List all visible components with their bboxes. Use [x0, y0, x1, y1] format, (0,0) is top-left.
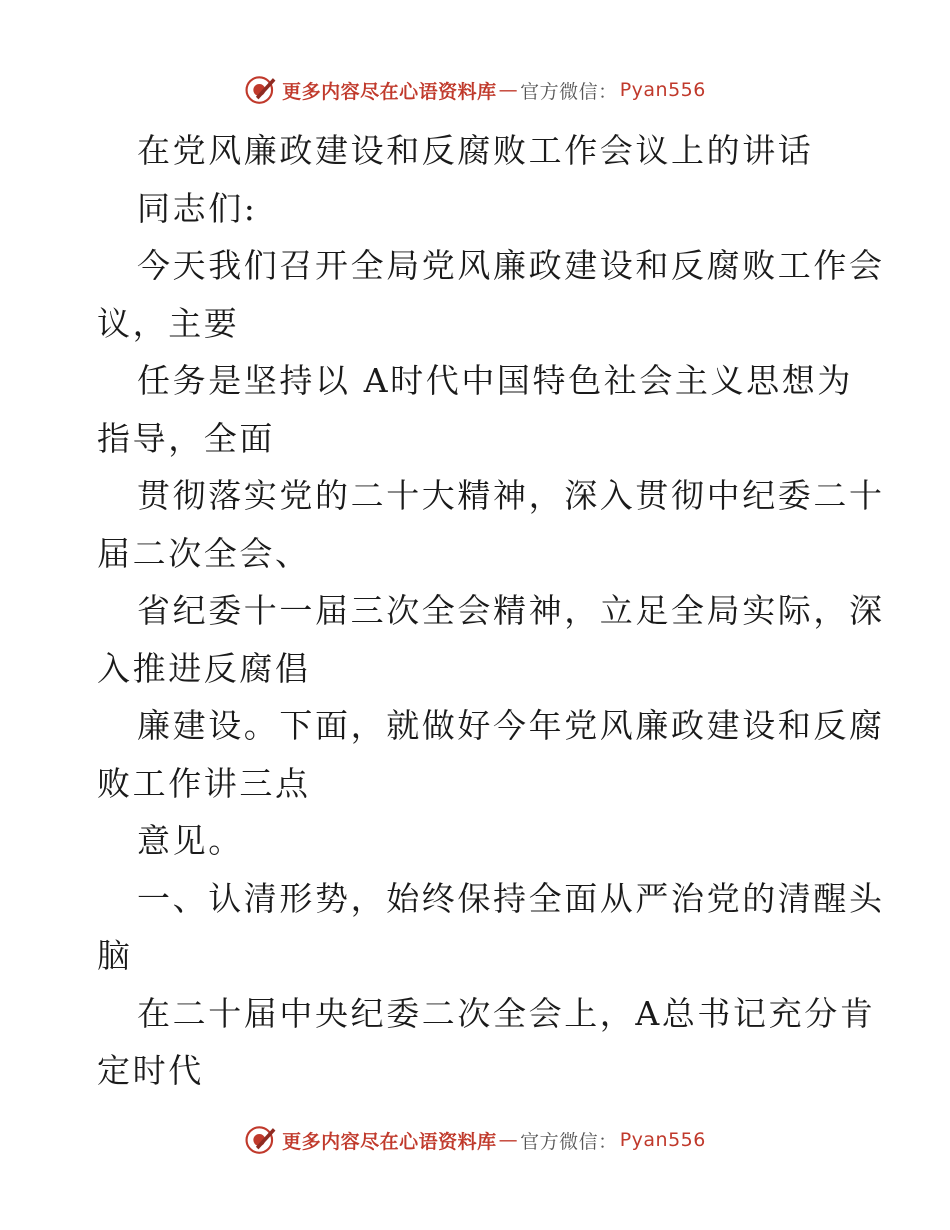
- pen-logo-icon: [244, 1123, 278, 1157]
- document-title: 在党风廉政建设和反腐败工作会议上的讲话: [137, 131, 814, 170]
- text-line: 指导，全面: [97, 418, 275, 458]
- banner-wechat-id: Pyan556: [619, 1129, 706, 1151]
- text-line: 意见。: [137, 821, 244, 860]
- salutation: 同志们:: [137, 188, 258, 228]
- text-line: 在二十届中央纪委二次全会上，A总书记充分肯: [137, 993, 876, 1033]
- banner-dash: —: [498, 79, 519, 101]
- banner-wechat-label: 官方微信：: [520, 80, 618, 103]
- text-line: 贯彻落实党的二十大精神，深入贯彻中纪委二十: [137, 476, 885, 515]
- banner-wechat-id: Pyan556: [619, 79, 706, 101]
- section-heading: 一、认清形势，始终保持全面从严治党的清醒头: [137, 878, 885, 918]
- footer-watermark: [0, 1120, 950, 1160]
- banner-wechat-label: 官方微信：: [520, 1130, 618, 1153]
- text-line: 省纪委十一届三次全会精神，立足全局实际，深: [137, 591, 885, 630]
- banner-dash: —: [498, 1129, 519, 1151]
- banner-main-text: 更多内容尽在心语资料库: [282, 1130, 497, 1153]
- text-line: 败工作讲三点: [97, 763, 311, 803]
- text-line: 今天我们召开全局党风廉政建设和反腐败工作会: [137, 246, 885, 285]
- banner-main-text: 更多内容尽在心语资料库: [282, 80, 497, 103]
- text-line: 定时代: [97, 1051, 204, 1090]
- text-line: 入推进反腐倡: [97, 648, 311, 688]
- header-watermark: [0, 70, 950, 110]
- text-line: 议，主要: [97, 303, 240, 343]
- text-line: 廉建设。下面，就做好今年党风廉政建设和反腐: [137, 706, 885, 745]
- pen-logo-icon: [244, 73, 278, 107]
- text-line: 届二次全会、: [97, 533, 311, 573]
- text-line: 任务是坚持以 A时代中国特色社会主义思想为: [137, 361, 853, 400]
- section-heading-continued: 脑: [97, 936, 133, 975]
- document-body: [97, 122, 885, 1100]
